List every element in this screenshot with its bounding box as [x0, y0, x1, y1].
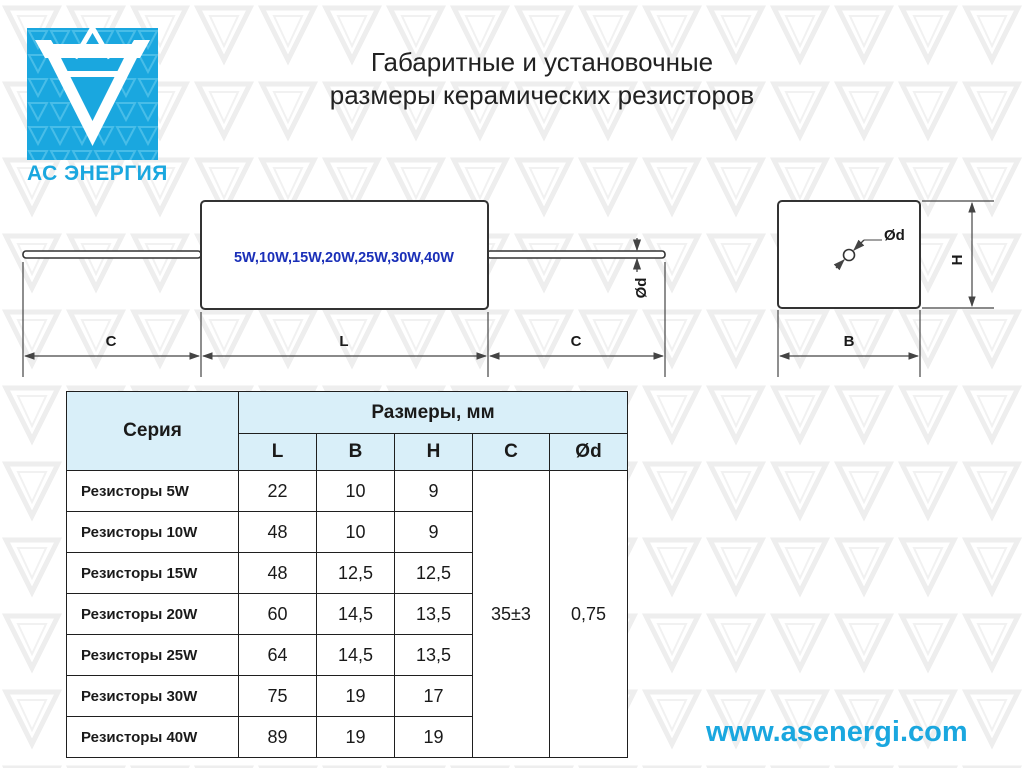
dim-h-label: H	[949, 254, 966, 266]
value-h: 13,5	[395, 635, 473, 676]
value-l: 48	[239, 512, 317, 553]
lead-wire-left	[23, 251, 201, 258]
series-cell: Резисторы 5W	[67, 471, 239, 512]
value-h: 12,5	[395, 553, 473, 594]
table-row	[67, 471, 628, 512]
value-b: 14,5	[317, 594, 395, 635]
value-l: 75	[239, 676, 317, 717]
series-cell: Резисторы 15W	[67, 553, 239, 594]
title-line-2: размеры керамических резисторов	[329, 80, 755, 110]
value-l: 22	[239, 471, 317, 512]
series-cell: Резисторы 10W	[67, 512, 239, 553]
dim-d-side-label: Ød	[633, 277, 650, 299]
value-b: 10	[317, 512, 395, 553]
website-link[interactable]: www.asenergi.com	[706, 716, 968, 748]
value-d-common: 0,75	[550, 471, 628, 758]
value-c-common: 35±3	[473, 471, 550, 758]
value-l: 48	[239, 553, 317, 594]
value-l: 89	[239, 717, 317, 758]
title-line-1: Габаритные и установочные	[370, 47, 714, 77]
series-header: Серия	[67, 392, 239, 471]
dim-c-left-label: C	[105, 333, 117, 350]
column-header-c: C	[473, 434, 550, 471]
column-header-h: H	[395, 434, 473, 471]
sizes-header: Размеры, мм	[239, 392, 628, 434]
dimensions-table	[66, 391, 628, 758]
value-b: 19	[317, 717, 395, 758]
value-l: 64	[239, 635, 317, 676]
value-b: 10	[317, 471, 395, 512]
value-h: 9	[395, 471, 473, 512]
value-h: 19	[395, 717, 473, 758]
value-h: 17	[395, 676, 473, 717]
value-b: 14,5	[317, 635, 395, 676]
value-h: 9	[395, 512, 473, 553]
value-h: 13,5	[395, 594, 473, 635]
dim-b-label: B	[843, 333, 855, 350]
lead-wire-right	[487, 251, 665, 258]
dim-l-label: L	[339, 333, 349, 350]
value-b: 19	[317, 676, 395, 717]
lead-cross-section	[844, 250, 855, 261]
series-cell: Резисторы 25W	[67, 635, 239, 676]
dim-d-end-label: Ød	[884, 227, 905, 244]
dim-c-right-label: C	[570, 333, 582, 350]
series-cell: Резисторы 20W	[67, 594, 239, 635]
series-cell: Резисторы 40W	[67, 717, 239, 758]
body-power-label: 5W,10W,15W,20W,25W,30W,40W	[233, 250, 455, 266]
logo-text: АС ЭНЕРГИЯ	[27, 162, 168, 185]
table-header-row-1	[67, 392, 628, 434]
series-cell: Резисторы 30W	[67, 676, 239, 717]
column-header-d: Ød	[550, 434, 628, 471]
column-header-b: B	[317, 434, 395, 471]
value-l: 60	[239, 594, 317, 635]
column-header-l: L	[239, 434, 317, 471]
value-b: 12,5	[317, 553, 395, 594]
